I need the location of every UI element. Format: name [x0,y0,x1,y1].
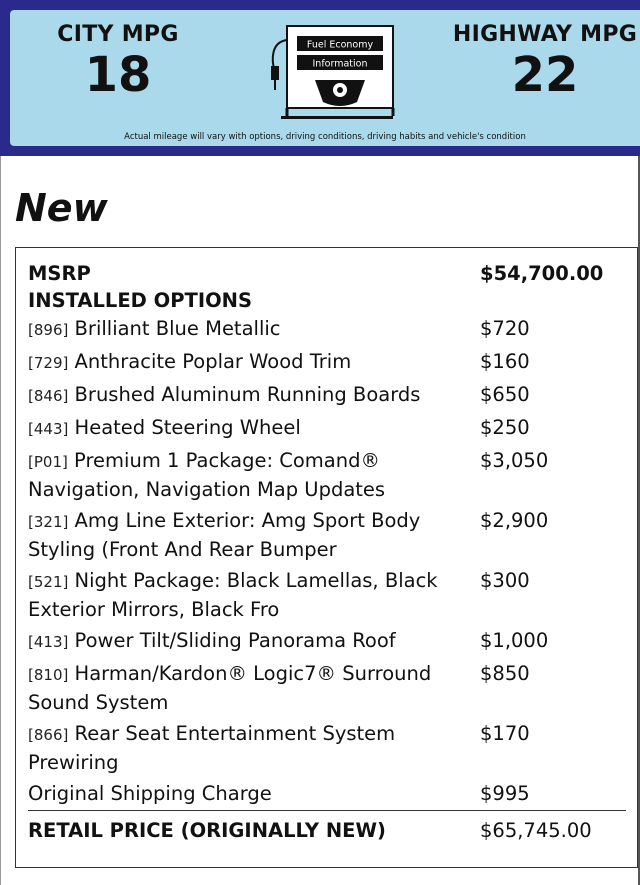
pricing-box [15,247,638,868]
option-name: Night Package: Black Lamellas, Black Exterior Mirrors, Black Fro [28,569,438,621]
option-description [28,380,480,413]
option-code: [P01] [28,453,68,471]
option-row [28,413,626,446]
option-code: [321] [28,513,69,531]
option-price: $170 [480,722,530,745]
option-row [28,719,626,779]
pricing-table [28,260,626,844]
option-row [28,380,626,413]
badge-title: Fuel Economy [306,39,374,51]
msrp-row [28,260,626,287]
option-row [28,314,626,347]
option-row [28,566,626,626]
option-description [28,659,480,719]
option-name: Harman/Kardon® Logic7® Surround Sound System [28,662,432,714]
city-mpg [48,22,188,103]
option-price: $3,050 [480,449,549,472]
option-code: [521] [28,573,69,591]
option-description [28,626,480,659]
highway-mpg-value: 22 [511,47,579,103]
fuel-pump-icon [263,20,398,130]
mileage-disclaimer: Actual mileage will vary with options, driving conditions, driving habits and vehicle's condition [124,132,526,142]
option-name: Power Tilt/Sliding Panorama Roof [74,629,396,652]
shipping-label: Original Shipping Charge [28,782,272,805]
option-description [28,566,480,626]
option-name: Heated Steering Wheel [74,416,301,439]
option-price: $300 [480,569,530,592]
option-code: [866] [28,726,69,744]
page-left-edge [0,156,1,885]
fuel-economy-panel [10,10,640,146]
option-price: $2,900 [480,509,549,532]
option-code: [896] [28,321,69,339]
option-row [28,347,626,380]
retail-price-row [28,811,626,845]
option-description [28,413,480,446]
msrp-value: $54,700.00 [480,262,604,285]
option-row [28,506,626,566]
option-name: Brushed Aluminum Running Boards [74,383,421,406]
option-name: Rear Seat Entertainment System Prewiring [28,722,396,774]
option-description [28,506,480,566]
option-description [28,347,480,380]
city-mpg-value: 18 [84,47,152,103]
highway-mpg-label: HIGHWAY MPG [452,22,638,47]
option-description [28,719,480,779]
option-name: Brilliant Blue Metallic [74,317,281,340]
retail-price-label: RETAIL PRICE (ORIGINALLY NEW) [28,811,480,845]
option-code: [810] [28,666,69,684]
shipping-row [28,779,626,811]
shipping-value: $995 [480,782,530,805]
option-code: [413] [28,633,69,651]
option-price: $250 [480,416,530,439]
highway-mpg [440,22,640,103]
option-row [28,446,626,506]
option-name: Anthracite Poplar Wood Trim [74,350,352,373]
option-row [28,659,626,719]
option-price: $1,000 [480,629,549,652]
city-mpg-label: CITY MPG [57,22,179,47]
msrp-label: MSRP [28,262,91,285]
option-row [28,626,626,659]
option-code: [729] [28,354,69,372]
option-code: [443] [28,420,69,438]
option-price: $650 [480,383,530,406]
options-heading: INSTALLED OPTIONS [28,289,253,312]
option-code: [846] [28,387,69,405]
option-name: Amg Line Exterior: Amg Sport Body Styling (Front And Rear Bumper [28,509,421,561]
option-price: $720 [480,317,530,340]
option-price: $160 [480,350,530,373]
badge-subtitle: Information [312,58,368,70]
option-description [28,446,480,506]
vehicle-condition-label: New [15,186,108,230]
option-name: Premium 1 Package: Comand® Navigation, Navigation Map Updates [28,449,386,501]
window-sticker-header [0,0,640,156]
retail-price-value: $65,745.00 [480,811,626,845]
option-price: $850 [480,662,530,685]
option-description [28,314,480,347]
options-heading-row [28,287,626,314]
